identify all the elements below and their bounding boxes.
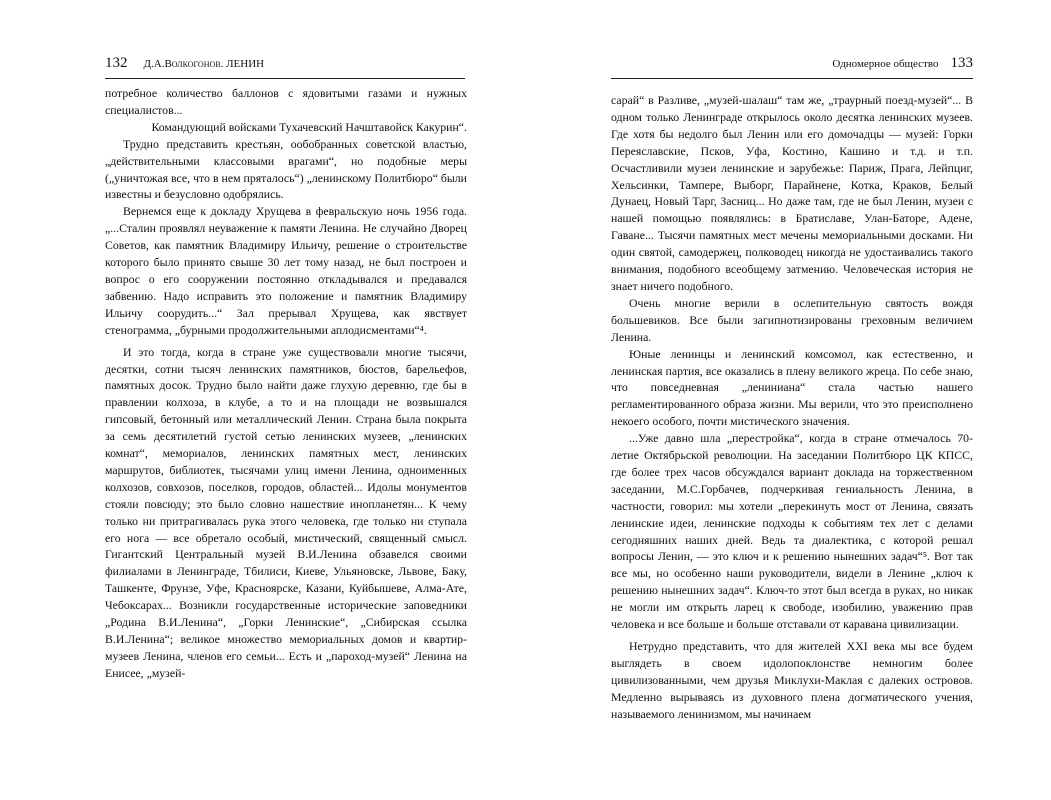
paragraph: сарай“ в Разливе, „музей-шалаш“ там же, „траурный поезд-музей“... В одном только Ленинграде открылось около десятка ленинских музеев. Где хотя бы недолго был Ленин или его домочадцы — музей: Горки Переяславские, Псков, Уфа, Костино, Кашино и т.д. и т.п. Осчастливили музеи ленинские и зарубежье: Париж, Прага, Лейпциг, Хельсинки, Тампере, Выборг, Парайнене, Котка, Краков, Белый Дунаец, Новый Тарг, Засниц... Но даже там, где не был Ленин, музеи с нашей помощью появлялись: в Братиславе, Улан-Баторе, Адене, Гаване... Тысячи памятных мест мечены мемориальными досками. Ни один святой, самодержец, полководец никогда не удостаивались такого внимания, подобного всеобщему затмению. Человеческая история не знает ничего подобного. bbox=[611, 93, 973, 293]
paragraph: ...Уже давно шла „перестройка“, когда в стране отмечалось 70-летие Октябрьской революции. На заседании Политбюро ЦК КПСС, где более трех часов обсуждался вариант доклада на торжественном заседании, М.С.Горбачев, подчеркивая гениальность Ленина, в частности, говорил: мы хотели „перекинуть мост от Ленина, связать ленинские идеи, ленинские подходы к событиям тех лет с делами сегодняшних наших дней. Ведь та диалектика, с которой решал вопросы Ленин, — это ключ и к решению нынешних задач“⁵. Вот так все мы, но особенно наши руководители, видели в Ленине „ключ к решению нынешних задач“. Ключ-то этот был всегда в руках, но никак не могли им открыть ларец к свободе, изобилию, уважению прав человека и все больше и больше отставали от каравана цивилизации. bbox=[611, 431, 973, 632]
signature: Командующий войсками Тухачевский Начштавойск Какурин“. bbox=[151, 119, 467, 134]
paragraph: Нетрудно представить, что для жителей XXI века мы все будем выглядеть в своем идолопоклонстве немногим более цивилизованными, чем друзья Миклухи-Маклая с далеких островов. Медленно вырываясь из духовного плена догматического учения, называемого ленинизмом, мы начинаем bbox=[611, 639, 973, 721]
paragraph: потребное количество баллонов с ядовитыми газами и нужных специалистов... bbox=[105, 86, 467, 117]
left-header-rule bbox=[105, 78, 465, 79]
paragraph: Очень многие верили в ослепительную святость вождя большевиков. Все были загипнотизированы греховным величием Ленина. bbox=[611, 295, 973, 344]
right-running-head: Одномерное общество bbox=[832, 58, 939, 70]
right-page-number: 133 bbox=[950, 55, 973, 71]
right-page-header bbox=[611, 55, 973, 77]
paragraph: Юные ленинцы и ленинский комсомол, как естественно, и ленинская партия, все оказались в плену великого жреца. По себе знаю, что повседневная „лениниана“ стала частью нашего регламентированного образа жизни. Мы верили, что это преисполнено некоего особого, почти мистического значения. bbox=[611, 346, 973, 429]
paragraph: Вернемся еще к докладу Хрущева в февральскую ночь 1956 года. „...Сталин проявлял неуважение к памяти Ленина. Не случайно Дворец Советов, как памятник Владимиру Ильичу, решение о строительстве которого было принято свыше 30 лет тому назад, не был построен и вопрос о его сооружении постоянно откладывался и предавался забвению. Надо исправить это положение и памятник Владимиру Ильичу соорудить...“ Зал прерывал Хрущева, как явствует стенограмма, „бурными продолжительными аплодисментами“⁴. bbox=[105, 204, 467, 337]
left-page-header bbox=[105, 55, 467, 77]
left-page bbox=[0, 0, 525, 800]
left-page-number: 132 bbox=[105, 55, 128, 71]
left-running-head: Д.А.Волкогонов. ЛЕНИН bbox=[143, 58, 265, 70]
right-header-rule bbox=[611, 78, 973, 79]
right-page-text bbox=[611, 92, 973, 723]
right-page bbox=[526, 0, 1051, 800]
left-page-text bbox=[105, 85, 467, 682]
paragraph: И это тогда, когда в стране уже существовали многие тысячи, десятки, сотни тысяч ленинских памятников, бюстов, барельефов, памятных досок. Трудно было найти даже глухую деревню, где бы в правлении колхоза, в клубе, а то и на площади не возвышался гипсовый, бетонный или металлический Ленин. Страна была покрыта за семь десятилетий густой сетью ленинских музеев, „ленинских комнат“, мемориалов, ленинских памятных мест, ленинских маршрутов, библиотек, тысячами улиц имени Ленина, одноименных колхозов, совхозов, поселков, городов, областей... Идолы монументов стояли повсюду; это было словно нашествие инопланетян... К чему только ни притрагивалась рука этого человека, где только ни ступала его нога — все обретало особый, мистический, священный смысл. Гигантский Центральный музей В.И.Ленина обзавелся своими филиалами в Ленинграде, Тбилиси, Киеве, Ульяновске, Львове, Баку, Ташкенте, Фрунзе, Уфе, Красноярске, Казани, Куйбышеве, Алма-Ате, Чебоксарах... Возникли государственные историческиe заповедники „Родина В.И.Ленина“, „Горки Ленинские“, „Сибирская ссылка В.И.Ленина“; великое множество мемориальных домов и квартир-музеев Ленина, членов его семьи... Есть и „пароход-музей“ Ленина на Енисее, „музей- bbox=[105, 344, 467, 680]
paragraph: Трудно представить крестьян, ообобранных советской властью, „действительными классовыми врагами“, но подобные меры („уничтожая все, что в нем пряталось“) „ленинскому Политбюро“ были известны и безусловно одобрялись. bbox=[105, 136, 467, 202]
